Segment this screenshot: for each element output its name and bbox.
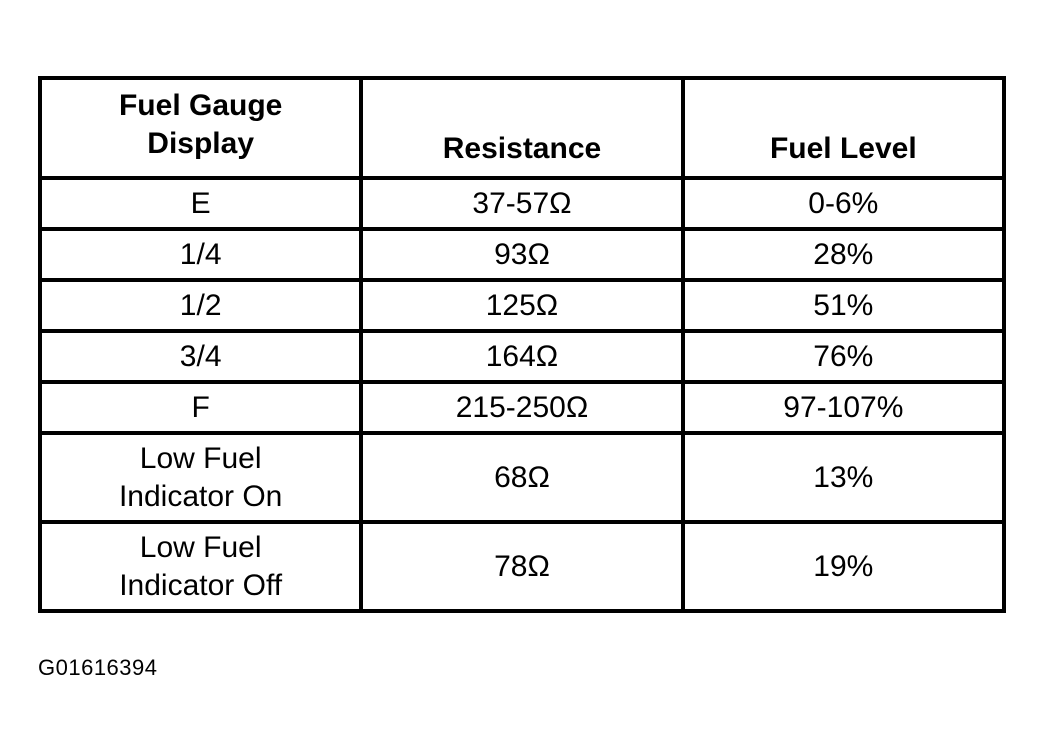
cell-resistance: 78Ω [361, 522, 682, 611]
cell-display [40, 433, 361, 522]
header-resistance: Resistance [361, 78, 682, 178]
cell-fuel-level: 51% [683, 280, 1004, 331]
cell-fuel-level: 28% [683, 229, 1004, 280]
cell-display [40, 331, 361, 382]
display-line: Low Fuel [139, 530, 262, 564]
cell-fuel-level: 76% [683, 331, 1004, 382]
display-line: Low Fuel [139, 441, 262, 475]
header-fuel-level: Fuel Level [683, 78, 1004, 178]
table-row [40, 433, 1004, 522]
cell-display [40, 522, 361, 611]
table-row [40, 382, 1004, 433]
cell-display [40, 382, 361, 433]
header-line: Display [147, 127, 255, 160]
display-line: 1/2 [179, 288, 222, 322]
cell-resistance: 125Ω [361, 280, 682, 331]
display-line: F [191, 390, 210, 424]
header-line: Fuel Gauge [118, 89, 283, 122]
table-row [40, 280, 1004, 331]
display-line: E [190, 186, 211, 220]
table-row [40, 178, 1004, 229]
cell-display [40, 280, 361, 331]
table-row [40, 522, 1004, 611]
figure-id: G01616394 [38, 655, 158, 680]
cell-fuel-level: 97-107% [683, 382, 1004, 433]
fuel-gauge-table [38, 76, 1006, 613]
cell-resistance: 93Ω [361, 229, 682, 280]
display-line: Indicator On [118, 479, 283, 513]
table-row [40, 331, 1004, 382]
table-header-row [40, 78, 1004, 178]
cell-resistance: 164Ω [361, 331, 682, 382]
cell-fuel-level: 13% [683, 433, 1004, 522]
table-row [40, 229, 1004, 280]
display-line: Indicator Off [119, 568, 283, 602]
cell-fuel-level: 19% [683, 522, 1004, 611]
cell-resistance: 68Ω [361, 433, 682, 522]
display-line: 1/4 [179, 237, 222, 271]
cell-fuel-level: 0-6% [683, 178, 1004, 229]
cell-display [40, 229, 361, 280]
cell-display [40, 178, 361, 229]
cell-resistance: 215-250Ω [361, 382, 682, 433]
cell-resistance: 37-57Ω [361, 178, 682, 229]
header-fuel-gauge-display [40, 78, 361, 178]
display-line: 3/4 [179, 339, 222, 373]
